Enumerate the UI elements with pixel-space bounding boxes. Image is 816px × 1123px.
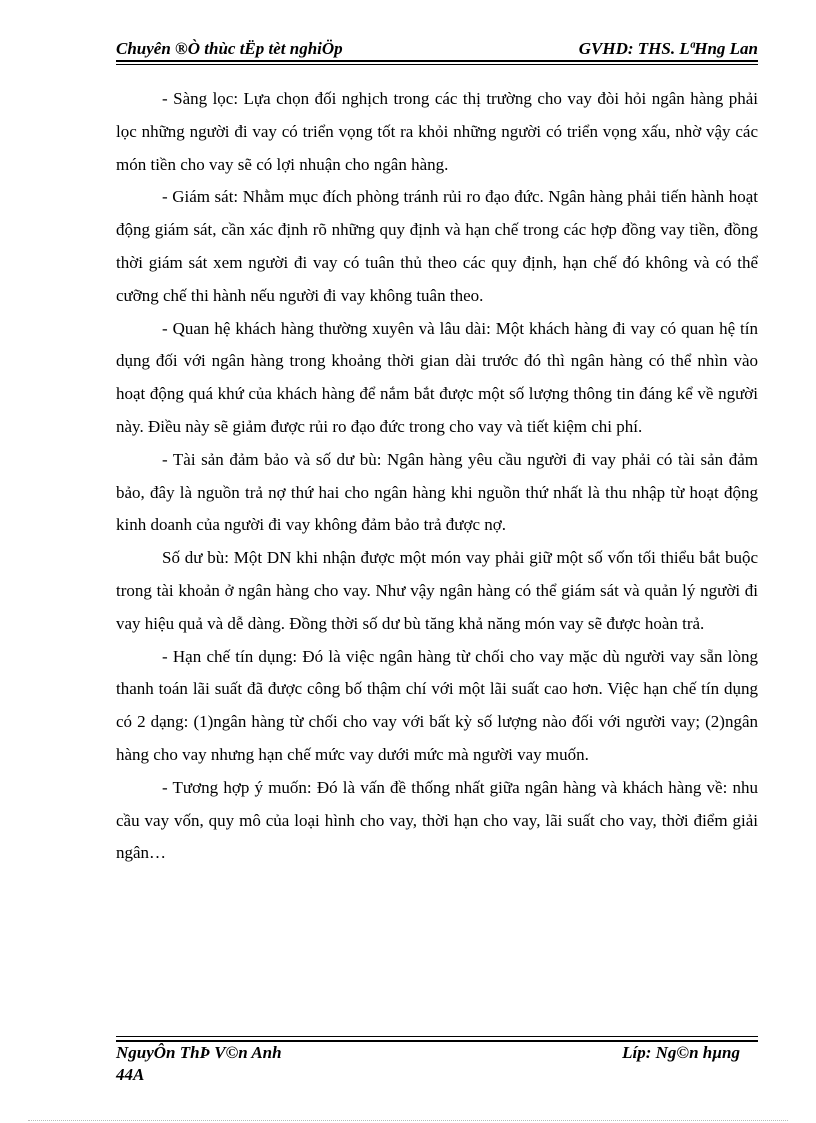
- footer-rule-thick: [116, 1040, 758, 1042]
- header-advisor: GVHD: THS. LªHng Lan: [578, 39, 758, 58]
- footer-class-number: 44A: [116, 1065, 145, 1084]
- paragraph-credit-rationing: - Hạn chế tín dụng: Đó là việc ngân hàng từ chối cho vay mặc dù người vay sẵn lòng thanh toán lãi suất đã được công bố thậm chí với một lãi suất cao hơn. Việc hạn chế tín dụng có 2 dạng: (1)ngân hàng từ chối cho vay với bất kỳ số lượng nào đối với người vay; (2)ngân hàng cho vay nhưng hạn chế mức vay dưới mức mà người vay muốn.: [116, 646, 758, 764]
- page-footer: [116, 1043, 758, 1093]
- document-body: [116, 83, 758, 870]
- header-document-title: Chuyên ®Ò thùc tËp tèt nghiÖp: [116, 39, 343, 58]
- paragraph-monitoring: - Giám sát: Nhằm mục đích phòng tránh rủi ro đạo đức. Ngân hàng phải tiến hành hoạt động giám sát, cần xác định rõ những quy định và hạn chế trong các hợp đồng vay tiền, đồng thời giám sát xem người đi vay có tuân thủ theo các quy định, hạn chế đó không và có thể cưỡng chế thi hành nếu người đi vay không tuân theo.: [116, 187, 758, 305]
- paragraph-screening: - Sàng lọc: Lựa chọn đối nghịch trong các thị trường cho vay đòi hỏi ngân hàng phải lọc những người đi vay có triển vọng tốt ra khỏi những người có triển vọng xấu, nhờ vậy các món tiền cho vay sẽ có lợi nhuận cho ngân hàng.: [116, 89, 758, 174]
- footer-class: Líp: Ng©n hµng: [622, 1043, 740, 1062]
- paragraph-collateral: - Tài sản đảm bảo và số dư bù: Ngân hàng yêu cầu người đi vay phải có tài sản đảm bảo, đây là nguồn trả nợ thứ hai cho ngân hàng khi nguồn thứ nhất là thu nhập từ hoạt động kinh doanh của người đi vay không đảm bảo trả được nợ.: [116, 449, 758, 535]
- header-rule-thin: [116, 64, 758, 65]
- page-bottom-border: [28, 1120, 788, 1121]
- header-rule-thick: [116, 60, 758, 62]
- footer-author: NguyÔn ThÞ V©n Anh: [116, 1043, 282, 1062]
- footer-rule-thin: [116, 1036, 758, 1037]
- paragraph-customer-relationship: - Quan hệ khách hàng thường xuyên và lâu dài: Một khách hàng đi vay có quan hệ tín dụng đối với ngân hàng trong khoảng thời gian dài trước đó thì ngân hàng có thể nhìn vào hoạt động quá khứ của khách hàng để nắm bắt được một số lượng thông tin đáng kể về người này. Điều này sẽ giảm được rủi ro đạo đức trong cho vay và tiết kiệm chi phí.: [116, 318, 758, 436]
- paragraph-compensating-balance: Số dư bù: Một DN khi nhận được một món vay phải giữ một số vốn tối thiểu bắt buộc trong tài khoản ở ngân hàng cho vay. Như vậy ngân hàng có thể giám sát và quản lý người đi vay hiệu quả và dễ dàng. Đồng thời số dư bù tăng khả năng món vay sẽ được hoàn trả.: [116, 548, 758, 633]
- paragraph-agreement: - Tương hợp ý muốn: Đó là vấn đề thống nhất giữa ngân hàng và khách hàng về: nhu cầu vay vốn, quy mô của loại hình cho vay, thời hạn cho vay, lãi suất cho vay, thời điểm giải ngân…: [116, 777, 758, 863]
